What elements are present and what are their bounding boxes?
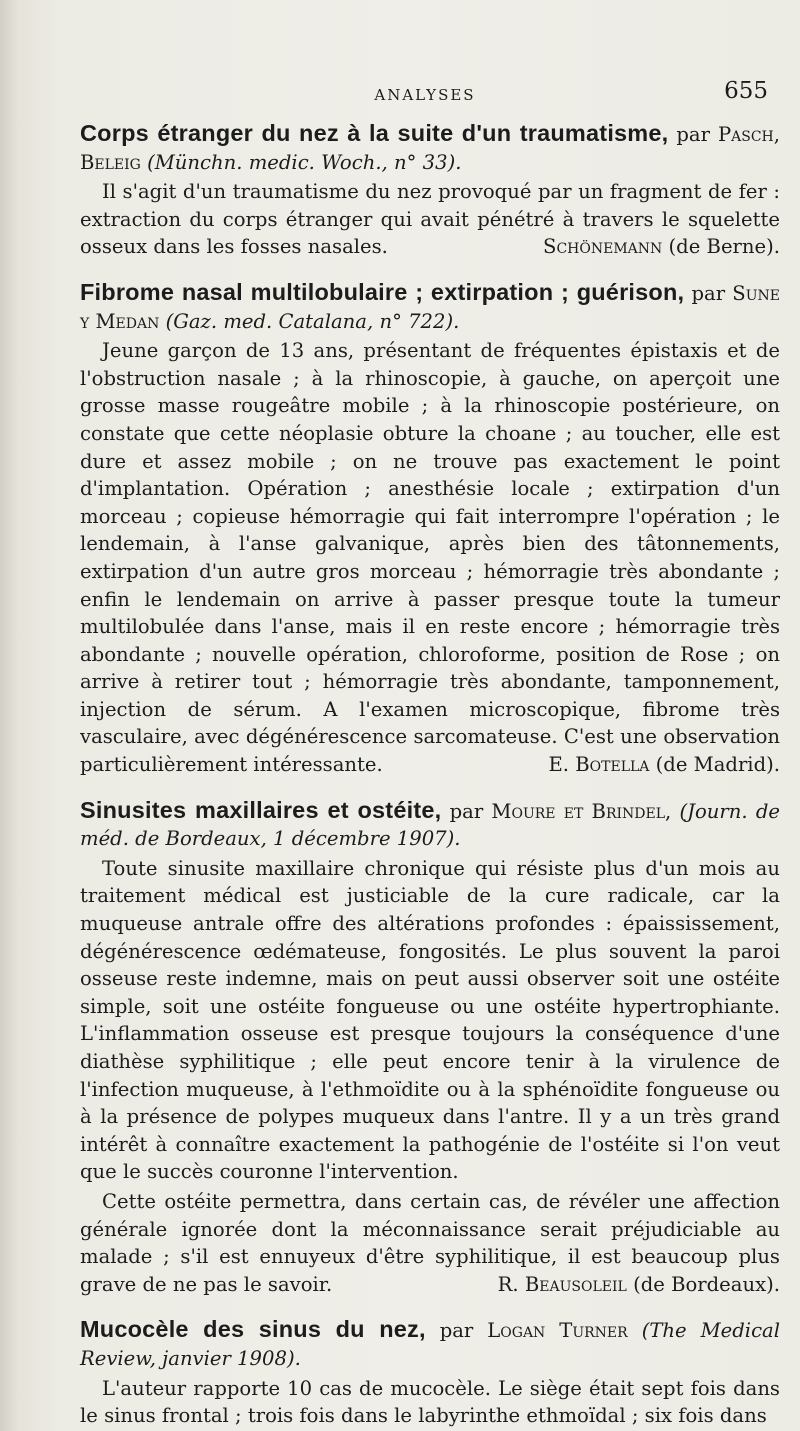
article-maxillary-sinusitis xyxy=(80,797,780,1299)
article-authors: Moure et Brindel, xyxy=(491,799,672,823)
article-paragraph: Toute sinusite maxillaire chronique qui résiste plus d'un mois au traitement médical est justiciable de la cure radicale, car la muqueuse antrale offre des altérations profondes : épaississement, dégénérescence œdémateuse, fongosités. Le plus souvent la paroi osseuse reste indemne, mais on peut aussi observer soit une ostéite simple, soit une ostéite fongueuse ou une ostéite hypertrophiante. L'inflammation osseuse est presque toujours la conséquence d'une diathèse syphilitique ; elle peut encore tenir à la virulence de l'infection muqueuse, à l'ethmoïdite ou à la sphénoïdite fongueuse ou à la présence de polypes muqueux dans l'antre. Il y a un très grand intérêt à connaître exactement la pathogénie de l'ostéite si l'on veut que le succès couronne l'intervention. xyxy=(80,856,780,1184)
article-source: (Journ. de méd. de Bordeaux, 1 décembre 1907). xyxy=(80,799,780,851)
article-by: par xyxy=(439,1319,474,1343)
article-title: Corps étranger du nez à la suite d'un traumatisme, xyxy=(80,120,669,146)
paragraph-text: Jeune garçon de 13 ans, présentant de fréquentes épistaxis et de l'obstruction nasale ; à la rhinoscopie, à gauche, on aperçoit une grosse masse rougeâtre mobile ; à la rhinoscopie postérieure, on constate que cette néoplasie obture la choane ; au toucher, elle est dure et assez mobile ; on ne trouve pas exactement le point d'implantation. Opération ; anesthésie locale ; extirpation d'un morceau ; copieuse hémorragie qui fait interrompre l'opération ; le lendemain, à l'anse galvanique, après bien des tâtonnements, extirpation d'un autre gros morceau ; hémorragie très abondante ; enfin le lendemain on arrive à passer presque toute la tumeur multilobulée dans l'anse, mais il en reste encore ; hémorragie très abondante ; nouvelle opération, chloroforme, position de Rose ; on arrive à retirer tout ; hémorragie très abondante, tamponnement, injection de sérum. A l'examen microscopique, fibrome très vasculaire, avec dégénérescence sarcomateuse. C'est une observation particulièrement intéressante. xyxy=(80,339,780,777)
article-foreign-body xyxy=(80,120,780,261)
article-paragraph: L'auteur rapporte 10 cas de mucocèle. Le siège était sept fois dans le sinus frontal ; trois fois dans le labyrinthe ethmoïdal ; six fois dans xyxy=(80,1376,780,1428)
article-paragraph xyxy=(80,178,780,261)
article-nasal-fibroma xyxy=(80,279,780,779)
page-header xyxy=(80,78,770,108)
paragraph-text: Cette ostéite permettra, dans certain cas, de révéler une affection générale ignorée dont la méconnaissance serait préjudiciable au malade ; s'il est ennuyeux d'être syphilitique, il est beaucoup plus grave de ne pas le savoir. xyxy=(80,1189,780,1296)
page-number: 655 xyxy=(724,78,768,104)
article-title: Sinusites maxillaires et ostéite, xyxy=(80,796,442,823)
article-paragraph xyxy=(80,337,780,779)
article-authors: Sune y Medan xyxy=(80,281,780,333)
article-authors: Logan Turner xyxy=(487,1319,628,1343)
reviewer-place: (de Bordeaux). xyxy=(633,1272,780,1296)
article-title: Fibrome nasal multilobulaire ; extirpation ; guérison, xyxy=(80,278,685,305)
article-source: (Münchn. medic. Woch., n° 33). xyxy=(147,150,462,174)
article-heading xyxy=(80,1316,780,1372)
article-by: par xyxy=(449,799,484,823)
article-heading xyxy=(80,120,780,176)
article-title: Mucocèle des sinus du nez, xyxy=(80,1316,426,1343)
paragraph-text: Il s'agit d'un traumatisme du nez provoqué par un fragment de fer : extraction du corps étranger qui avait pénétré à travers le squelette osseux dans les fosses nasales. xyxy=(80,180,780,259)
reviewer-signature xyxy=(527,751,781,779)
reviewer-signature xyxy=(521,233,780,261)
article-heading xyxy=(80,797,780,853)
article-mucocele xyxy=(80,1316,780,1429)
running-title: ANALYSES xyxy=(374,86,476,104)
article-paragraph xyxy=(80,1188,780,1298)
reviewer-name: E. Botella xyxy=(548,753,650,777)
article-source: (The Medical Review, janvier 1908). xyxy=(80,1319,780,1370)
reviewer-place: (de Berne). xyxy=(668,235,780,259)
article-authors: Pasch, Beleig xyxy=(80,123,780,174)
text-column xyxy=(80,120,780,1431)
reviewer-name: Schönemann xyxy=(543,235,663,259)
reviewer-signature xyxy=(476,1271,780,1299)
article-source: (Gaz. med. Catalana, n° 722). xyxy=(165,309,460,333)
reviewer-place: (de Madrid). xyxy=(655,753,780,777)
article-heading xyxy=(80,279,780,335)
article-by: par xyxy=(676,123,710,146)
reviewer-name: R. Beausoleil xyxy=(497,1272,627,1296)
article-by: par xyxy=(691,281,726,305)
